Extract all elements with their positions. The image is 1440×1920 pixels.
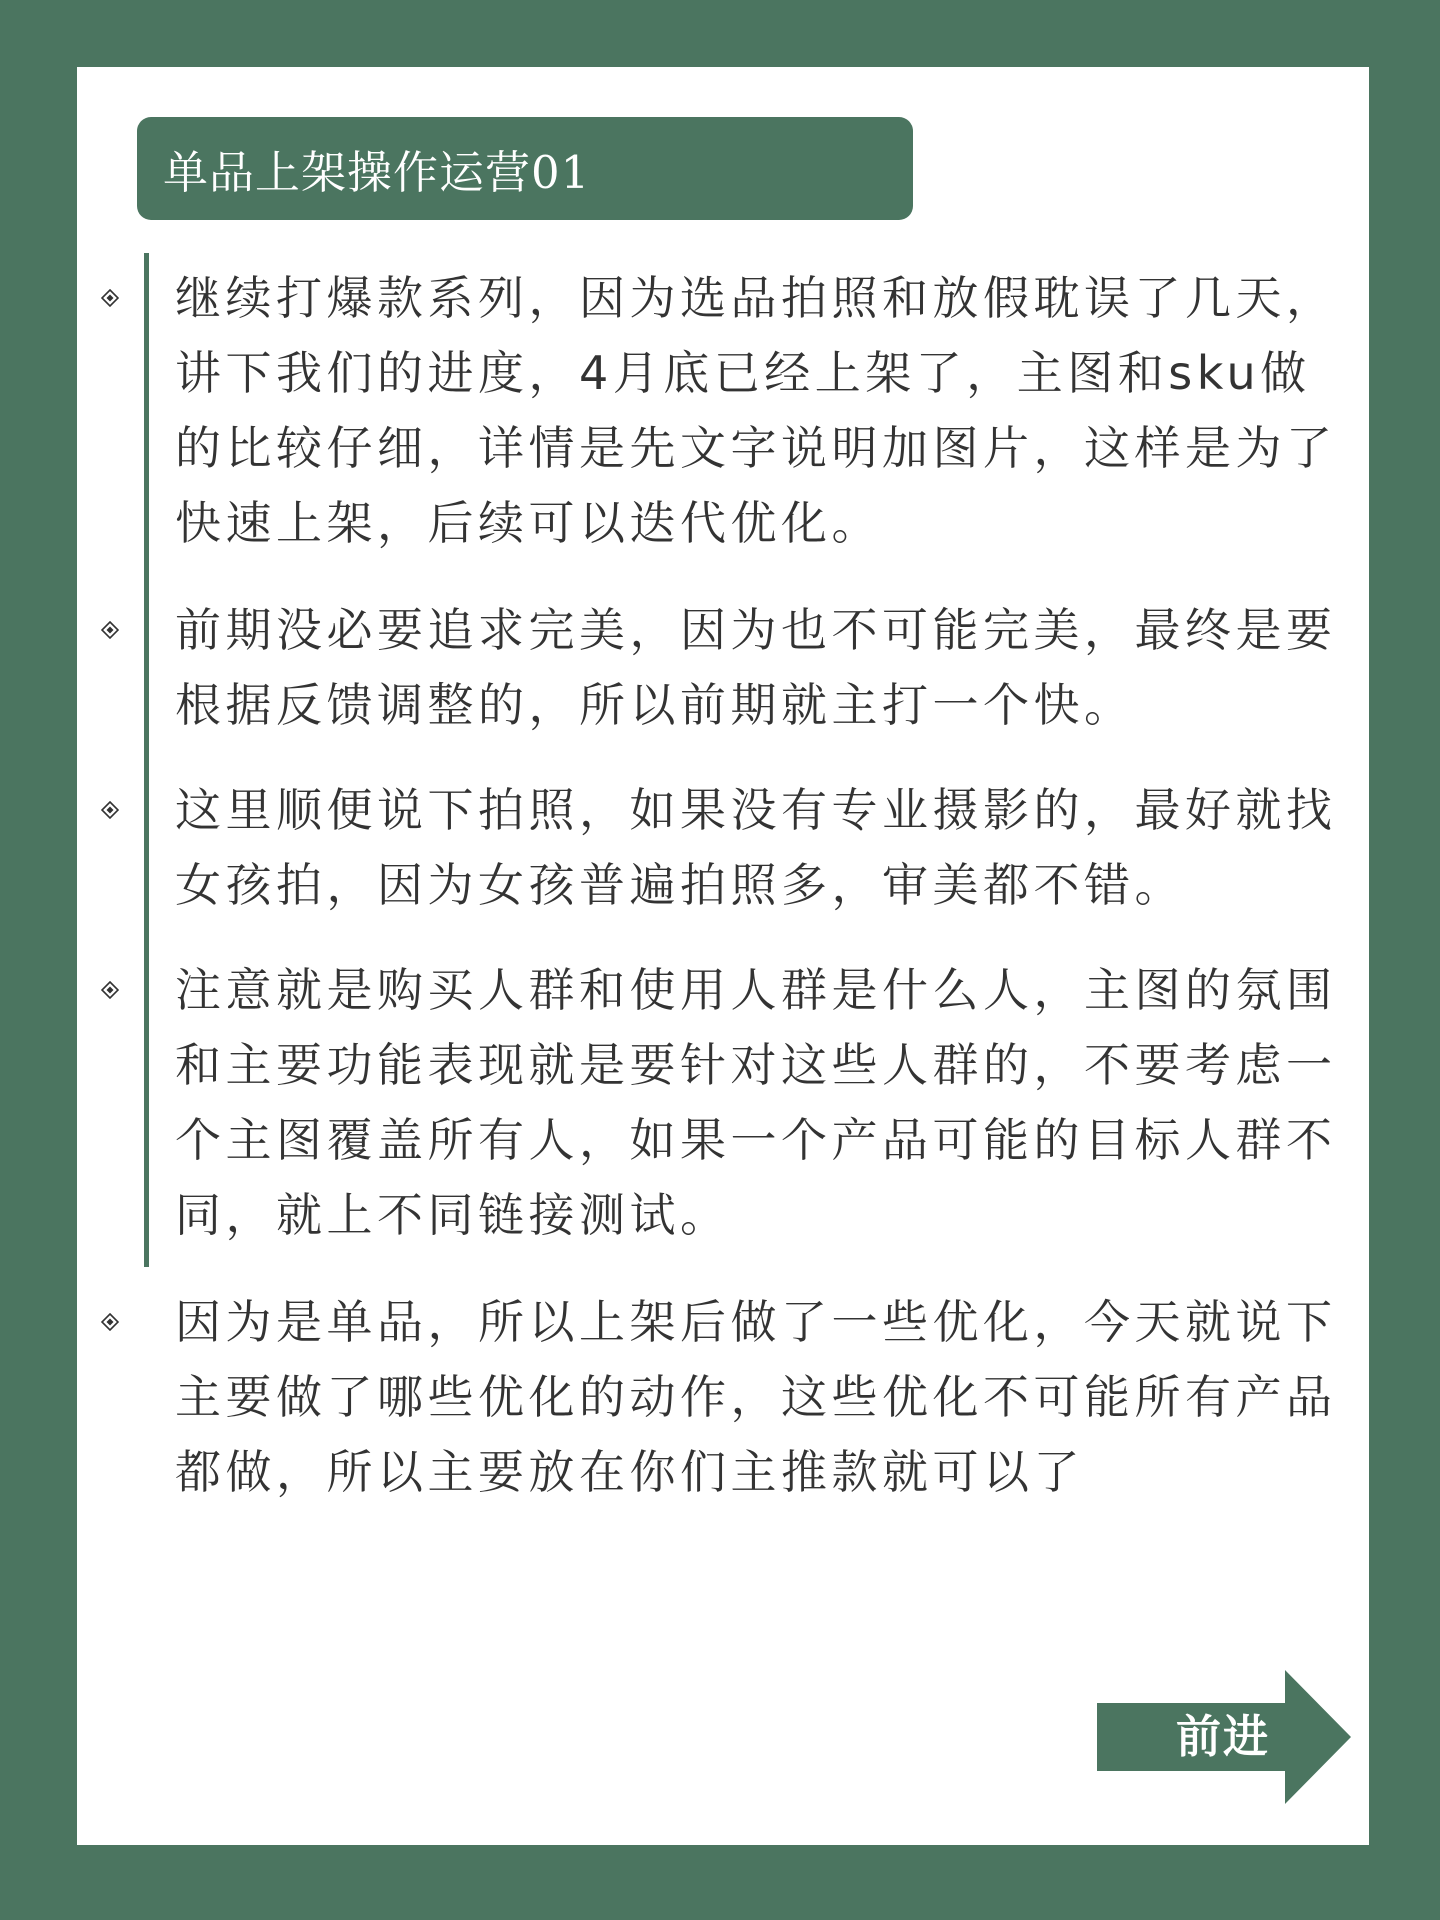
paragraph-optimization: 因为是单品，所以上架后做了一些优化，今天就说下主要做了哪些优化的动作，这些优化不可能所有产品都做，所以主要放在你们主推款就可以了: [175, 1295, 1337, 1499]
paragraph-no-perfection: 前期没必要追求完美，因为也不可能完美，最终是要根据反馈调整的，所以前期就主打一个快。: [175, 603, 1337, 732]
diamond-bullet-icon: [101, 621, 119, 639]
paragraph-progress: 继续打爆款系列，因为选品拍照和放假耽误了几天，讲下我们的进度，4月底已经上架了，主图和sku做的比较仔细，详情是先文字说明加图片，这样是为了快速上架，后续可以迭代优化。: [175, 271, 1337, 550]
page-title: 单品上架操作运营01: [137, 117, 913, 220]
next-button[interactable]: [1097, 1670, 1351, 1804]
diamond-bullet-icon: [101, 289, 119, 307]
next-button-label: 前进: [1175, 1710, 1270, 1763]
paragraph-target-audience: 注意就是购买人群和使用人群是什么人，主图的氛围和主要功能表现就是要针对这些人群的，不要考虑一个主图覆盖所有人，如果一个产品可能的目标人群不同，就上不同链接测试。: [175, 963, 1337, 1242]
diamond-bullet-icon: [101, 981, 119, 999]
diamond-bullet-icon: [101, 1313, 119, 1331]
accent-line: [144, 253, 149, 1267]
diamond-bullet-icon: [101, 801, 119, 819]
content-card: [77, 67, 1369, 1845]
paragraph-photography: 这里顺便说下拍照，如果没有专业摄影的，最好就找女孩拍，因为女孩普遍拍照多，审美都不错。: [175, 783, 1337, 912]
